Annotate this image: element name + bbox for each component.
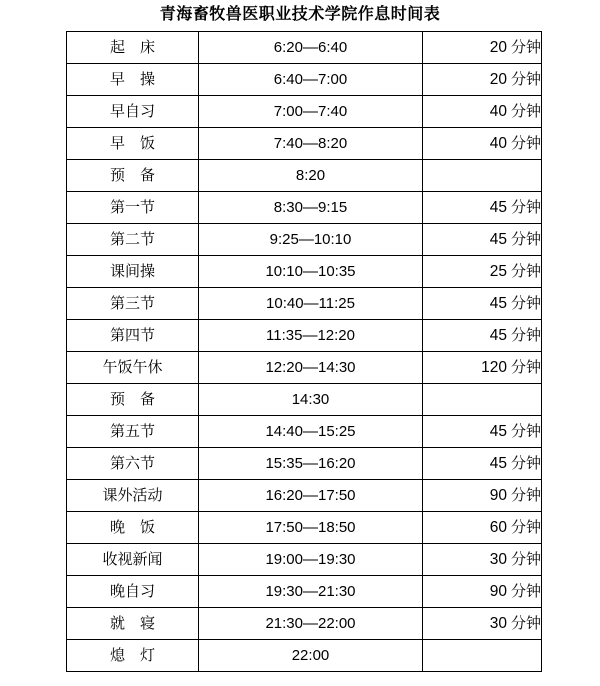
table-row <box>67 480 542 512</box>
duration-unit: 分钟 <box>510 486 541 504</box>
activity-name-cell: 早 饭 <box>67 128 199 160</box>
duration-unit: 分钟 <box>510 230 541 248</box>
activity-name-cell: 起 床 <box>67 32 199 64</box>
activity-name-cell: 早自习 <box>67 96 199 128</box>
time-range-cell: 15:35—16:20 <box>199 448 423 480</box>
table-row <box>67 352 542 384</box>
time-range-cell: 14:40—15:25 <box>199 416 423 448</box>
table-row <box>67 544 542 576</box>
activity-name-cell: 预 备 <box>67 384 199 416</box>
table-row <box>67 288 542 320</box>
table-row <box>67 576 542 608</box>
duration-value: 45 <box>489 231 507 248</box>
duration-value: 40 <box>489 103 507 120</box>
time-range-cell: 10:10—10:35 <box>199 256 423 288</box>
duration-cell <box>423 128 542 160</box>
time-range-cell: 7:00—7:40 <box>199 96 423 128</box>
duration-value: 60 <box>489 519 507 536</box>
duration-unit: 分钟 <box>510 582 541 600</box>
activity-name-cell: 第五节 <box>67 416 199 448</box>
activity-name-cell: 第二节 <box>67 224 199 256</box>
document-title: 青海畜牧兽医职业技术学院作息时间表 <box>159 4 441 23</box>
activity-name-cell: 早 操 <box>67 64 199 96</box>
table-row <box>67 160 542 192</box>
duration-unit: 分钟 <box>510 262 541 280</box>
duration-cell <box>423 288 542 320</box>
duration-value: 90 <box>489 487 507 504</box>
time-range-cell: 19:30—21:30 <box>199 576 423 608</box>
duration-value: 45 <box>489 423 507 440</box>
activity-name-cell: 熄 灯 <box>67 640 199 672</box>
duration-unit: 分钟 <box>510 70 541 88</box>
activity-name-cell: 收视新闻 <box>67 544 199 576</box>
table-row <box>67 64 542 96</box>
schedule-table-body <box>67 32 542 672</box>
activity-name-cell: 课间操 <box>67 256 199 288</box>
duration-cell <box>423 32 542 64</box>
duration-value: 45 <box>489 199 507 216</box>
table-row <box>67 128 542 160</box>
time-range-cell: 8:20 <box>199 160 423 192</box>
duration-value: 25 <box>489 263 507 280</box>
duration-value: 90 <box>489 583 507 600</box>
table-row <box>67 608 542 640</box>
time-range-cell: 12:20—14:30 <box>199 352 423 384</box>
activity-name-cell: 预 备 <box>67 160 199 192</box>
time-range-cell: 6:40—7:00 <box>199 64 423 96</box>
table-row <box>67 320 542 352</box>
duration-unit: 分钟 <box>510 550 541 568</box>
activity-name-cell: 第四节 <box>67 320 199 352</box>
duration-cell <box>423 96 542 128</box>
activity-name-cell: 第三节 <box>67 288 199 320</box>
duration-value: 40 <box>489 135 507 152</box>
duration-cell <box>423 608 542 640</box>
schedule-table <box>66 31 542 672</box>
duration-cell <box>423 512 542 544</box>
table-row <box>67 416 542 448</box>
activity-name-cell: 第六节 <box>67 448 199 480</box>
activity-name-cell: 就 寝 <box>67 608 199 640</box>
time-range-cell: 8:30—9:15 <box>199 192 423 224</box>
time-range-cell: 16:20—17:50 <box>199 480 423 512</box>
duration-cell <box>423 192 542 224</box>
table-row <box>67 96 542 128</box>
duration-unit: 分钟 <box>510 454 541 472</box>
duration-unit: 分钟 <box>510 198 541 216</box>
table-row <box>67 512 542 544</box>
time-range-cell: 11:35—12:20 <box>199 320 423 352</box>
duration-cell <box>423 576 542 608</box>
time-range-cell: 22:00 <box>199 640 423 672</box>
duration-unit: 分钟 <box>510 518 541 536</box>
time-range-cell: 17:50—18:50 <box>199 512 423 544</box>
duration-value: 120 <box>481 359 507 376</box>
duration-value: 45 <box>489 327 507 344</box>
table-row <box>67 448 542 480</box>
duration-value: 30 <box>489 615 507 632</box>
duration-unit: 分钟 <box>510 294 541 312</box>
duration-cell <box>423 352 542 384</box>
time-range-cell: 6:20—6:40 <box>199 32 423 64</box>
table-row <box>67 256 542 288</box>
duration-unit: 分钟 <box>510 614 541 632</box>
activity-name-cell: 第一节 <box>67 192 199 224</box>
duration-cell <box>423 448 542 480</box>
table-row <box>67 32 542 64</box>
duration-cell <box>423 480 542 512</box>
duration-cell <box>423 640 542 672</box>
table-row <box>67 384 542 416</box>
duration-value: 20 <box>489 71 507 88</box>
duration-unit: 分钟 <box>510 358 541 376</box>
table-row <box>67 224 542 256</box>
activity-name-cell: 晚 饭 <box>67 512 199 544</box>
duration-value: 45 <box>489 295 507 312</box>
time-range-cell: 9:25—10:10 <box>199 224 423 256</box>
activity-name-cell: 午饭午休 <box>67 352 199 384</box>
time-range-cell: 7:40—8:20 <box>199 128 423 160</box>
duration-cell <box>423 256 542 288</box>
activity-name-cell: 课外活动 <box>67 480 199 512</box>
table-row <box>67 640 542 672</box>
time-range-cell: 10:40—11:25 <box>199 288 423 320</box>
table-row <box>67 192 542 224</box>
activity-name-cell: 晚自习 <box>67 576 199 608</box>
duration-cell <box>423 384 542 416</box>
duration-value: 20 <box>489 39 507 56</box>
duration-value: 45 <box>489 455 507 472</box>
time-range-cell: 19:00—19:30 <box>199 544 423 576</box>
duration-cell <box>423 160 542 192</box>
duration-cell <box>423 416 542 448</box>
duration-cell <box>423 224 542 256</box>
time-range-cell: 21:30—22:00 <box>199 608 423 640</box>
duration-value: 30 <box>489 551 507 568</box>
duration-unit: 分钟 <box>510 326 541 344</box>
duration-unit: 分钟 <box>510 102 541 120</box>
duration-unit: 分钟 <box>510 38 541 56</box>
duration-cell <box>423 64 542 96</box>
time-range-cell: 14:30 <box>199 384 423 416</box>
duration-cell <box>423 544 542 576</box>
duration-unit: 分钟 <box>510 422 541 440</box>
duration-unit: 分钟 <box>510 134 541 152</box>
duration-cell <box>423 320 542 352</box>
